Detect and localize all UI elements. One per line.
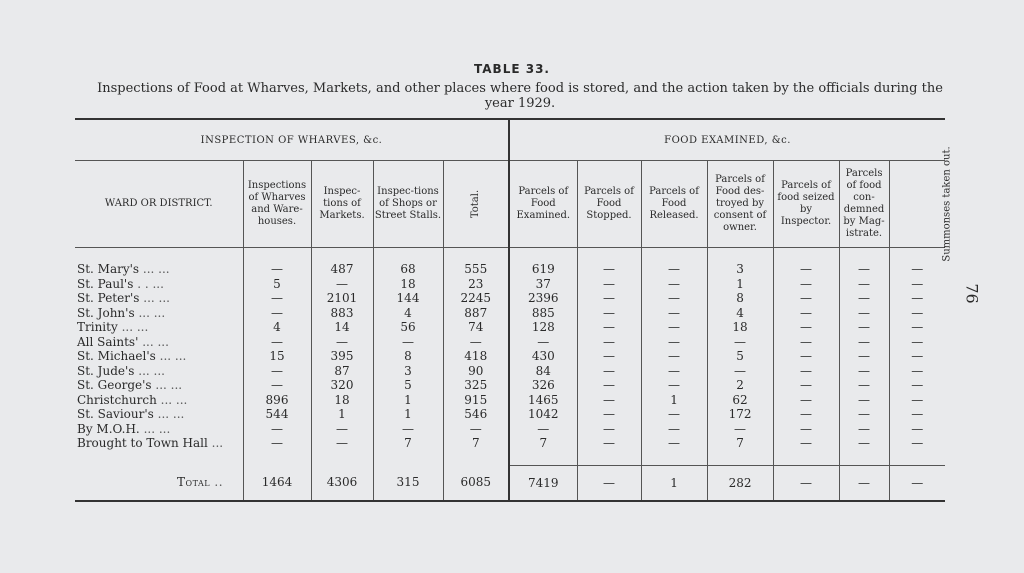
col-header-condemned: Parcels of food con-demned by Mag-istrate. bbox=[839, 161, 889, 248]
table-row bbox=[75, 407, 945, 422]
table-cell: — bbox=[773, 393, 839, 408]
table-cell: — bbox=[243, 378, 311, 393]
table-cell: — bbox=[839, 436, 889, 451]
table-row bbox=[75, 262, 945, 277]
table-cell: — bbox=[311, 422, 373, 437]
table-cell: — bbox=[443, 335, 509, 350]
table-cell: — bbox=[641, 378, 707, 393]
table-cell: — bbox=[839, 349, 889, 364]
table-cell: 74 bbox=[443, 320, 509, 335]
table-cell: 4306 bbox=[311, 465, 373, 501]
table-title: TABLE 33. bbox=[474, 62, 550, 76]
table-cell: — bbox=[839, 320, 889, 335]
ward-name bbox=[75, 422, 243, 437]
table-cell: — bbox=[577, 291, 641, 306]
table-cell: 18 bbox=[373, 277, 443, 292]
table-cell: — bbox=[509, 335, 577, 350]
table-cell: — bbox=[577, 320, 641, 335]
table-cell: 430 bbox=[509, 349, 577, 364]
ward-name bbox=[75, 291, 243, 306]
ward-label: St. George's bbox=[77, 378, 152, 393]
table-cell: 18 bbox=[707, 320, 773, 335]
table-cell: 23 bbox=[443, 277, 509, 292]
ward-name bbox=[75, 393, 243, 408]
table-cell: — bbox=[839, 364, 889, 379]
table-cell: — bbox=[839, 422, 889, 437]
table-cell: — bbox=[577, 277, 641, 292]
table-row bbox=[75, 422, 945, 437]
col-header-seized: Parcels of food seized by Inspector. bbox=[773, 161, 839, 248]
table-cell: 7 bbox=[707, 436, 773, 451]
table-cell: — bbox=[577, 306, 641, 321]
table-cell: — bbox=[243, 436, 311, 451]
col-header-destroyed: Parcels of Food des-troyed by consent of owner. bbox=[707, 161, 773, 248]
col-header-total: Total. bbox=[443, 161, 509, 248]
table-cell: — bbox=[311, 335, 373, 350]
table-cell: — bbox=[577, 335, 641, 350]
leader-dots: ... ... bbox=[142, 262, 170, 277]
leader-dots: .. bbox=[214, 475, 224, 490]
table-cell: 90 bbox=[443, 364, 509, 379]
table-cell: 546 bbox=[443, 407, 509, 422]
table-cell: — bbox=[839, 407, 889, 422]
table-cell: — bbox=[707, 335, 773, 350]
leader-dots: ... ... bbox=[142, 334, 169, 349]
table-cell: — bbox=[577, 436, 641, 451]
total-label bbox=[75, 465, 243, 501]
table-cell: 1 bbox=[707, 277, 773, 292]
table-cell: — bbox=[889, 436, 945, 451]
table-cell: — bbox=[707, 364, 773, 379]
table-cell: — bbox=[839, 291, 889, 306]
table-cell: — bbox=[641, 277, 707, 292]
table-cell: — bbox=[773, 291, 839, 306]
table-cell: — bbox=[773, 465, 839, 501]
table-cell: 5 bbox=[707, 349, 773, 364]
ward-name bbox=[75, 335, 243, 350]
table-cell: — bbox=[889, 306, 945, 321]
food-inspection-table bbox=[75, 118, 953, 502]
table-cell: — bbox=[641, 364, 707, 379]
table-cell: — bbox=[773, 364, 839, 379]
table-cell: — bbox=[839, 277, 889, 292]
table-cell: 4 bbox=[707, 306, 773, 321]
ward-name bbox=[75, 262, 243, 277]
col-header-ward: WARD OR DISTRICT. bbox=[75, 161, 243, 248]
table-cell: — bbox=[839, 378, 889, 393]
table-cell: — bbox=[243, 306, 311, 321]
table-cell: 896 bbox=[243, 393, 311, 408]
leader-dots: ... ... bbox=[157, 407, 185, 422]
table-cell: 87 bbox=[311, 364, 373, 379]
table-cell: 1464 bbox=[243, 465, 311, 501]
col-header-shops: Inspec-tions of Shops or Street Stalls. bbox=[373, 161, 443, 248]
table-cell: 8 bbox=[373, 349, 443, 364]
page-number: 76 bbox=[962, 283, 982, 304]
table-cell: 326 bbox=[509, 378, 577, 393]
table-cell: — bbox=[311, 277, 373, 292]
leader-dots: ... ... bbox=[143, 291, 170, 306]
table-cell: — bbox=[509, 422, 577, 437]
leader-dots: ... ... bbox=[138, 305, 166, 320]
table-row bbox=[75, 277, 945, 292]
col-header-stopped: Parcels of Food Stopped. bbox=[577, 161, 641, 248]
table-cell: — bbox=[889, 277, 945, 292]
ward-name bbox=[75, 277, 243, 292]
table-cell: 282 bbox=[707, 465, 773, 501]
section-header-food: FOOD EXAMINED, &c. bbox=[509, 119, 945, 161]
table-cell: 395 bbox=[311, 349, 373, 364]
leader-dots: ... ... bbox=[160, 392, 188, 407]
table-cell: 68 bbox=[373, 262, 443, 277]
table-cell: 7 bbox=[373, 436, 443, 451]
table-cell: 4 bbox=[373, 306, 443, 321]
table-cell: 1 bbox=[641, 465, 707, 501]
table-cell: 544 bbox=[243, 407, 311, 422]
table-cell: 6085 bbox=[443, 465, 509, 501]
table-cell: — bbox=[773, 335, 839, 350]
table-cell: 1 bbox=[373, 393, 443, 408]
table-cell: — bbox=[889, 422, 945, 437]
table-cell: — bbox=[243, 262, 311, 277]
table-cell: 2396 bbox=[509, 291, 577, 306]
leader-dots: ... bbox=[211, 436, 224, 451]
table-cell: — bbox=[889, 335, 945, 350]
table-cell: — bbox=[641, 422, 707, 437]
table-row bbox=[75, 349, 945, 364]
table-cell: — bbox=[889, 364, 945, 379]
table-cell: 18 bbox=[311, 393, 373, 408]
table-cell: 144 bbox=[373, 291, 443, 306]
table-cell: — bbox=[243, 335, 311, 350]
table-cell: 14 bbox=[311, 320, 373, 335]
table-cell: — bbox=[243, 364, 311, 379]
ward-label: St. Paul's bbox=[77, 276, 134, 291]
table-cell: — bbox=[773, 422, 839, 437]
ward-label: Brought to Town Hall bbox=[77, 436, 208, 451]
table-row bbox=[75, 306, 945, 321]
table-cell: — bbox=[773, 320, 839, 335]
table-row bbox=[75, 320, 945, 335]
table-cell: — bbox=[889, 291, 945, 306]
col-header-summonses: Summonses taken out. bbox=[889, 161, 945, 248]
ward-name bbox=[75, 349, 243, 364]
leader-dots: . . ... bbox=[137, 276, 164, 291]
ward-label: Christchurch bbox=[77, 392, 157, 407]
ward-label: St. John's bbox=[77, 305, 135, 320]
table-cell: 418 bbox=[443, 349, 509, 364]
table-cell: 8 bbox=[707, 291, 773, 306]
table-cell: — bbox=[889, 393, 945, 408]
table-cell: 5 bbox=[243, 277, 311, 292]
table-cell: — bbox=[889, 349, 945, 364]
leader-dots: ... ... bbox=[155, 378, 183, 393]
table-cell: — bbox=[889, 407, 945, 422]
table-cell: 487 bbox=[311, 262, 373, 277]
ward-label: St. Jude's bbox=[77, 363, 135, 378]
table-cell: 887 bbox=[443, 306, 509, 321]
table-row bbox=[75, 393, 945, 408]
ward-name bbox=[75, 407, 243, 422]
table-cell: 619 bbox=[509, 262, 577, 277]
table-cell: — bbox=[839, 262, 889, 277]
table-cell: 885 bbox=[509, 306, 577, 321]
table-cell: — bbox=[577, 407, 641, 422]
table-cell: — bbox=[641, 306, 707, 321]
table-cell: — bbox=[641, 335, 707, 350]
table-cell: — bbox=[243, 291, 311, 306]
table-row bbox=[75, 291, 945, 306]
leader-dots: ... ... bbox=[159, 349, 187, 364]
table-row bbox=[75, 436, 945, 451]
table-cell: 1465 bbox=[509, 393, 577, 408]
table-cell: 915 bbox=[443, 393, 509, 408]
table-cell: — bbox=[641, 320, 707, 335]
table-cell: — bbox=[773, 262, 839, 277]
table-cell: — bbox=[577, 262, 641, 277]
table-cell: — bbox=[373, 335, 443, 350]
table-cell: — bbox=[889, 465, 945, 501]
table-cell: — bbox=[773, 306, 839, 321]
leader-dots: ... ... bbox=[138, 363, 165, 378]
table-cell: — bbox=[641, 291, 707, 306]
table-cell: 555 bbox=[443, 262, 509, 277]
table-cell: 7 bbox=[509, 436, 577, 451]
table-cell: 325 bbox=[443, 378, 509, 393]
table-row bbox=[75, 378, 945, 393]
ward-label: St. Saviour's bbox=[77, 407, 154, 422]
ward-label: Total bbox=[177, 475, 211, 490]
total-row bbox=[75, 465, 945, 501]
ward-name bbox=[75, 364, 243, 379]
table-cell: — bbox=[773, 378, 839, 393]
table-cell: — bbox=[641, 407, 707, 422]
ward-name bbox=[75, 436, 243, 451]
table-subtitle: Inspections of Food at Wharves, Markets, and other places where food is stored, and the action taken by the officials during the year 1929. bbox=[97, 81, 943, 111]
table-cell: 172 bbox=[707, 407, 773, 422]
table-row bbox=[75, 364, 945, 379]
table-cell: 56 bbox=[373, 320, 443, 335]
table-cell: 1 bbox=[311, 407, 373, 422]
table-cell: 3 bbox=[373, 364, 443, 379]
table-cell: — bbox=[243, 422, 311, 437]
leader-dots: ... ... bbox=[121, 320, 149, 335]
table-row bbox=[75, 335, 945, 350]
table-cell: — bbox=[839, 465, 889, 501]
table-cell: 4 bbox=[243, 320, 311, 335]
table-cell: 5 bbox=[373, 378, 443, 393]
table-cell: 7 bbox=[443, 436, 509, 451]
table-cell: — bbox=[577, 422, 641, 437]
table-cell: — bbox=[641, 262, 707, 277]
table-cell: 15 bbox=[243, 349, 311, 364]
table-cell: 2101 bbox=[311, 291, 373, 306]
table-cell: — bbox=[889, 320, 945, 335]
col-header-released: Parcels of Food Released. bbox=[641, 161, 707, 248]
table-cell: 37 bbox=[509, 277, 577, 292]
table-cell: — bbox=[839, 393, 889, 408]
table-cell: — bbox=[839, 335, 889, 350]
table-cell: 1 bbox=[641, 393, 707, 408]
table-cell: — bbox=[707, 422, 773, 437]
table-cell: — bbox=[443, 422, 509, 437]
table-cell: — bbox=[577, 364, 641, 379]
table-cell: — bbox=[577, 378, 641, 393]
table-cell: 2 bbox=[707, 378, 773, 393]
table-cell: 3 bbox=[707, 262, 773, 277]
ward-label: Trinity bbox=[77, 320, 118, 335]
table-cell: — bbox=[773, 277, 839, 292]
table-cell: — bbox=[577, 349, 641, 364]
col-header-markets: Inspec-tions of Markets. bbox=[311, 161, 373, 248]
table-cell: 315 bbox=[373, 465, 443, 501]
section-header-wharves: INSPECTION OF WHARVES, &c. bbox=[200, 134, 383, 146]
ward-name bbox=[75, 320, 243, 335]
table-cell: 84 bbox=[509, 364, 577, 379]
table-cell: — bbox=[889, 262, 945, 277]
table-cell: — bbox=[577, 393, 641, 408]
table-cell: 62 bbox=[707, 393, 773, 408]
table-cell: 320 bbox=[311, 378, 373, 393]
table-cell: — bbox=[373, 422, 443, 437]
table-cell: — bbox=[773, 436, 839, 451]
table-cell: — bbox=[641, 436, 707, 451]
ward-label: St. Peter's bbox=[77, 291, 140, 306]
col-header-wharves: Inspections of Wharves and Ware-houses. bbox=[243, 161, 311, 248]
ward-label: By M.O.H. bbox=[77, 421, 140, 436]
col-header-examined: Parcels of Food Examined. bbox=[509, 161, 577, 248]
table-cell: 7419 bbox=[509, 465, 577, 501]
table-cell: — bbox=[311, 436, 373, 451]
table-cell: 2245 bbox=[443, 291, 509, 306]
table-cell: — bbox=[889, 378, 945, 393]
table-cell: 1042 bbox=[509, 407, 577, 422]
ward-label: All Saints' bbox=[77, 334, 139, 349]
ward-label: St. Michael's bbox=[77, 349, 156, 364]
table-cell: — bbox=[641, 349, 707, 364]
table-cell: 1 bbox=[373, 407, 443, 422]
table-cell: — bbox=[839, 306, 889, 321]
ward-name bbox=[75, 306, 243, 321]
table-cell: 128 bbox=[509, 320, 577, 335]
table-cell: — bbox=[773, 407, 839, 422]
ward-label: St. Mary's bbox=[77, 262, 140, 277]
table-cell: 883 bbox=[311, 306, 373, 321]
table-cell: — bbox=[577, 465, 641, 501]
table-cell: — bbox=[773, 349, 839, 364]
ward-name bbox=[75, 378, 243, 393]
leader-dots: ... ... bbox=[143, 421, 171, 436]
